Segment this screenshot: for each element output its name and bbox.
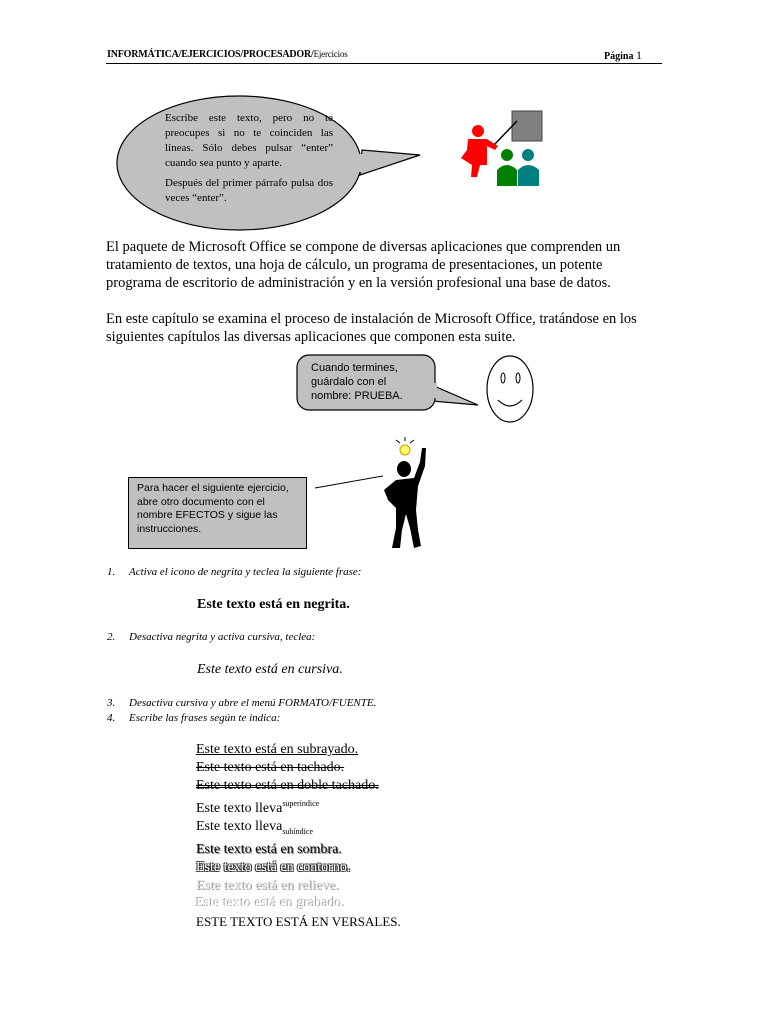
- effect-strike: Este texto está en tachado.: [196, 760, 345, 775]
- bubble2-text: Cuando termines, guárdalo con el nombre: PRUEBA.: [311, 362, 403, 402]
- step-3-number: 3.: [107, 697, 116, 709]
- effect-superscript: [196, 795, 401, 818]
- step-3: [107, 697, 376, 709]
- step-1-number: 1.: [107, 566, 116, 578]
- effect-relief: Este texto está en relieve.: [196, 878, 339, 893]
- header-path-normal: Ejercicios: [313, 49, 348, 59]
- smiley-face-icon: [487, 356, 533, 422]
- header-path-bold: INFORMÁTICA/EJERCICIOS/PROCESADOR/: [107, 49, 314, 60]
- step-1: [107, 566, 361, 578]
- effect-double-strike: Este texto está en doble tachado.: [196, 778, 379, 793]
- step-4-number: 4.: [107, 712, 116, 724]
- effect-engrave: Este texto está en grabado.: [196, 896, 346, 911]
- step-4-text: Escribe las frases según te indica:: [129, 712, 281, 724]
- body-paragraph-1: El paquete de Microsoft Office se compone de diversas aplicaciones que comprenden un tratamiento de textos, una hoja de cálculo, un programa de presentaciones, un potente programa de escritorio de administración y en la versión profesional una base de datos.: [106, 239, 621, 291]
- teacher-presentation-icon: [461, 111, 542, 186]
- effect-subscript: [196, 818, 401, 841]
- effects-list: [196, 741, 401, 931]
- body-paragraph-2: En este capítulo se examina el proceso de instalación de Microsoft Office, tratándose en los siguientes capítulos las diversas aplicaciones que componen esta suite.: [106, 311, 637, 345]
- bubble1-text: [165, 111, 333, 211]
- bubble1-paragraph-2: Después del primer párrafo pulsa dos veces “enter”.: [165, 177, 333, 204]
- step-3-text: Desactiva cursiva y abre el menú FORMATO/FUENTE.: [129, 697, 377, 709]
- effect-outline: Este texto está en contorno.: [196, 860, 351, 875]
- callout-line: [315, 476, 383, 488]
- step-2: [107, 631, 315, 643]
- effect-smallcaps: ESTE TEXTO ESTÁ EN VERSALES.: [196, 914, 401, 929]
- idea-person-icon: [384, 437, 426, 548]
- page-number: 1: [635, 48, 642, 62]
- sample-italic: Este texto está en cursiva.: [197, 662, 343, 677]
- sample-bold: Este texto está en negrita.: [197, 597, 350, 612]
- subscript-base: Este texto lleva: [196, 819, 283, 834]
- step-1-text: Activa el icono de negrita y teclea la siguiente frase:: [129, 566, 362, 578]
- superscript-base: Este texto lleva: [196, 801, 283, 816]
- instruction-box: Para hacer el siguiente ejercicio, abre otro documento con el nombre EFECTOS y sigue las instrucciones.: [128, 477, 307, 549]
- page-label: Página: [604, 51, 634, 62]
- step-4: [107, 712, 280, 724]
- step-2-text: Desactiva negrita y activa cursiva, teclea:: [129, 631, 316, 643]
- subscript-part: subíndice: [282, 827, 313, 836]
- bubble1-paragraph-1: Escribe este texto, pero no te preocupes si no te coinciden las líneas. Sólo debes pulsar “enter” cuando sea punto y aparte.: [165, 112, 333, 169]
- step-2-number: 2.: [107, 631, 116, 643]
- effect-shadow: Este texto está en sombra.: [196, 842, 342, 857]
- effect-underline: Este texto está en subrayado.: [196, 742, 359, 757]
- superscript-part: superíndice: [282, 799, 320, 808]
